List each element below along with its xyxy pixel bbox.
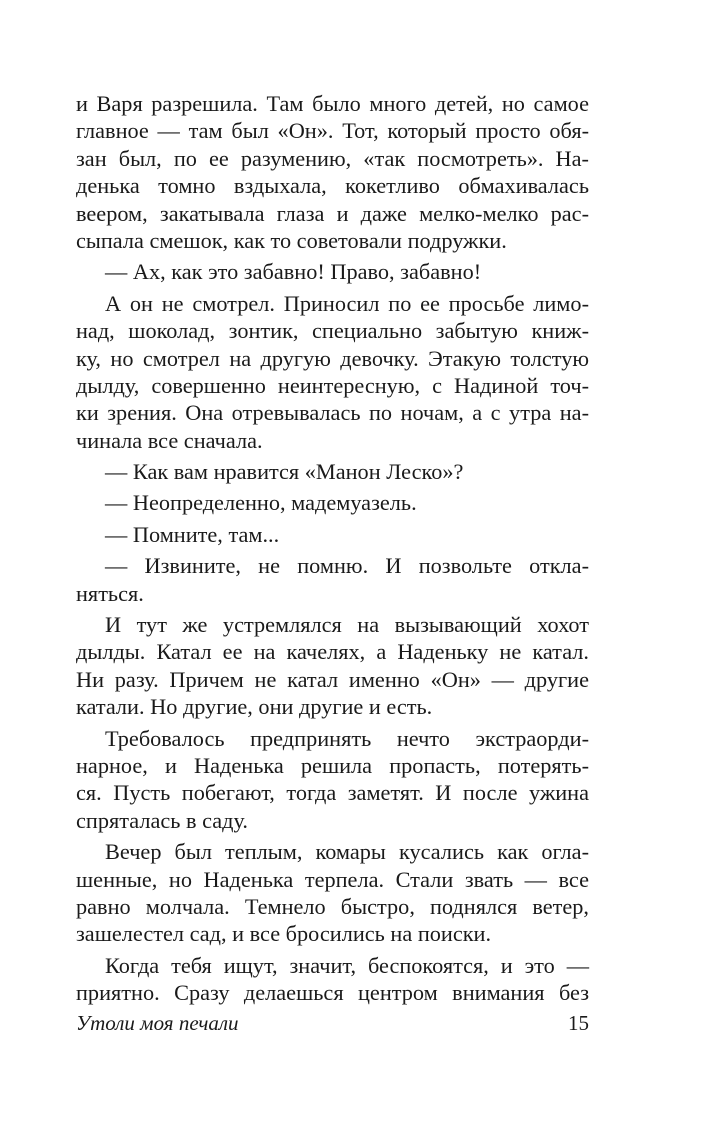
running-title: Утоли моя печали [76,1011,239,1035]
text-line: — Помните, там... [105,521,280,547]
text-line: И тут же устремлялся на вызывающий хохот [105,612,589,638]
text-line: нарное, и Наденька решила пропасть, потерять- [76,752,589,778]
text-line: сыпала смешок, как то советовали подружки. [76,227,507,253]
page-body [76,90,589,1007]
paragraph [76,838,589,948]
paragraph [76,521,589,548]
text-line: зашелестел сад, и все бросились на поиски. [76,921,492,947]
text-line: ся. Пусть побегают, тогда заметят. И после ужина [76,780,589,806]
paragraph [76,552,589,607]
paragraph [76,90,589,254]
text-line: шенные, но Наденька терпела. Стали звать — все [76,866,589,892]
paragraph [76,611,589,721]
text-line: над, шоколад, зонтик, специально забытую книж- [76,318,589,344]
paragraph [76,489,589,516]
paragraph [76,458,589,485]
text-line: и Варя разрешила. Там было много детей, но самое [76,91,589,116]
text-line: денька томно вздыхала, кокетливо обмахивалась [76,173,589,199]
paragraph [76,290,589,454]
text-line: А он не смотрел. Приносил по ее просьбе лимо- [105,290,589,316]
text-line: зан был, по ее разумению, «так посмотреть». На- [76,145,589,171]
text-line: Требовалось предпринять нечто экстраорди- [105,725,589,751]
text-line: главное — там был «Он». Тот, который просто обя- [76,118,589,144]
paragraph [76,258,589,285]
page-number: 15 [568,1011,589,1035]
text-line: Когда тебя ищут, значит, беспокоятся, и это — [105,952,589,978]
text-line: Вечер был теплым, комары кусались как огла- [105,839,589,865]
text-line: няться. [76,580,144,606]
text-line: — Ах, как это забавно! Право, забавно! [105,259,482,285]
text-line: чинала все сначала. [76,427,263,453]
text-line: ки зрения. Она отревывалась по ночам, а с утра на- [76,400,589,426]
text-line: равно молчала. Темнело быстро, поднялся ветер, [76,893,589,919]
text-line: ку, но смотрел на другую девочку. Этакую толстую [76,345,589,371]
text-line: спряталась в саду. [76,807,249,833]
text-line: веером, закатывала глаза и даже мелко-мелко рас- [76,200,589,226]
text-line: дылды. Катал ее на качелях, а Наденьку не катал. [76,639,589,665]
text-line: — Как вам нравится «Манон Леско»? [105,459,464,485]
page-footer [76,1008,589,1038]
text-line: дылду, совершенно неинтересную, с Надиной точ- [76,372,589,398]
text-line: Ни разу. Причем не катал именно «Он» — другие [76,666,589,692]
text-line: катали. Но другие, они другие и есть. [76,694,433,720]
text-line: приятно. Сразу делаешься центром внимания без [76,980,589,1006]
paragraph [76,725,589,835]
text-line: — Неопределенно, мадемуазель. [105,490,417,516]
text-line: — Извините, не помню. И позвольте откла- [105,553,589,579]
paragraph [76,952,589,1007]
